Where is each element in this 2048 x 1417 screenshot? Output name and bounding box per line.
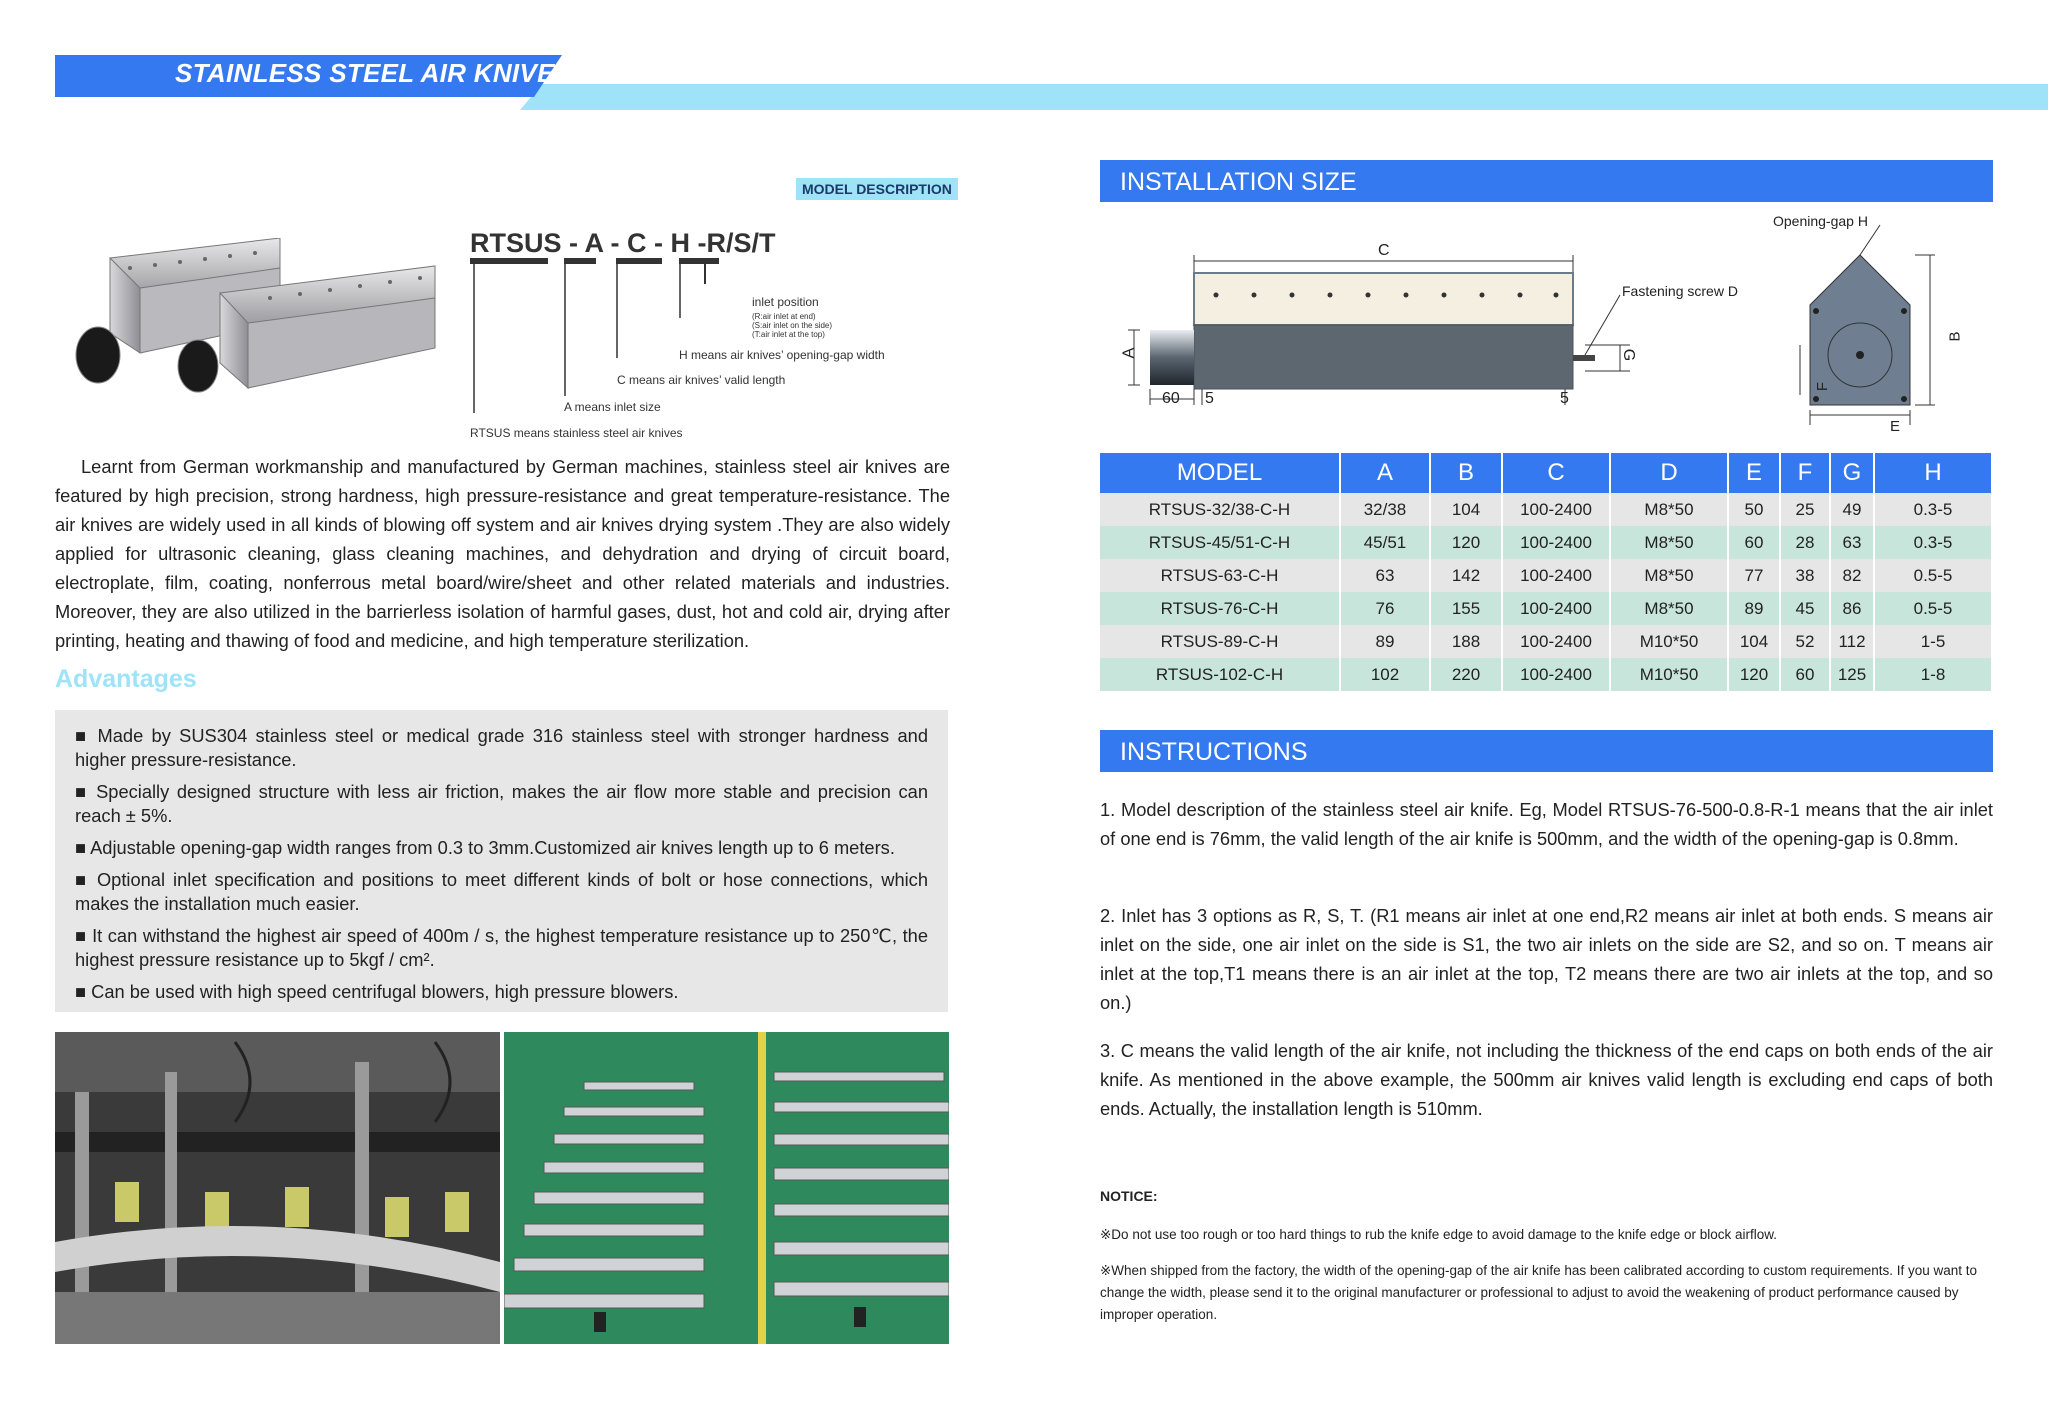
table-header-row xyxy=(1100,453,1992,493)
table-cell: 100-2400 xyxy=(1502,592,1610,625)
table-header-cell: H xyxy=(1874,453,1992,493)
opening-gap-label: Opening-gap H xyxy=(1773,213,1868,229)
table-cell: 45 xyxy=(1780,592,1830,625)
table-cell: 50 xyxy=(1728,493,1780,526)
table-cell: 100-2400 xyxy=(1502,559,1610,592)
table-cell: 0.3-5 xyxy=(1874,493,1992,526)
production-line-photo xyxy=(55,1032,500,1344)
table-cell: M10*50 xyxy=(1610,658,1728,691)
table-header-cell: C xyxy=(1502,453,1610,493)
table-row xyxy=(1100,526,1992,559)
installation-size-diagram xyxy=(1110,205,1998,445)
table-cell: RTSUS-89-C-H xyxy=(1100,625,1340,658)
table-cell: 102 xyxy=(1340,658,1430,691)
instructions-header: INSTRUCTIONS xyxy=(1100,730,1993,772)
table-cell: 120 xyxy=(1728,658,1780,691)
table-cell: 0.5-5 xyxy=(1874,592,1992,625)
table-header-cell: E xyxy=(1728,453,1780,493)
table-cell: 125 xyxy=(1830,658,1874,691)
fastening-screw-label: Fastening screw D xyxy=(1622,283,1738,299)
table-cell: RTSUS-76-C-H xyxy=(1100,592,1340,625)
table-cell: 60 xyxy=(1780,658,1830,691)
table-cell: 220 xyxy=(1430,658,1502,691)
table-cell: 60 xyxy=(1728,526,1780,559)
table-cell: 38 xyxy=(1780,559,1830,592)
air-knife-product-image xyxy=(70,238,445,398)
table-cell: 100-2400 xyxy=(1502,493,1610,526)
table-cell: 0.3-5 xyxy=(1874,526,1992,559)
table-cell: 52 xyxy=(1780,625,1830,658)
table-cell: RTSUS-102-C-H xyxy=(1100,658,1340,691)
dim-label-f: F xyxy=(1814,381,1832,392)
dim-label-g: G xyxy=(1620,348,1638,362)
table-row xyxy=(1100,658,1992,691)
table-cell: 49 xyxy=(1830,493,1874,526)
table-cell: 86 xyxy=(1830,592,1874,625)
annotation-inlet-r: (R:air inlet at end) xyxy=(752,312,816,321)
table-cell: RTSUS-45/51-C-H xyxy=(1100,526,1340,559)
dim-label-60: 60 xyxy=(1162,390,1180,407)
annotation-rtsus: RTSUS means stainless steel air knives xyxy=(470,426,683,440)
annotation-inlet-t: (T:air inlet at the top) xyxy=(752,330,825,339)
table-cell: 104 xyxy=(1430,493,1502,526)
table-cell: 1-5 xyxy=(1874,625,1992,658)
table-cell: 142 xyxy=(1430,559,1502,592)
air-knives-batch-photo xyxy=(504,1032,949,1344)
table-cell: 100-2400 xyxy=(1502,526,1610,559)
table-cell: 0.5-5 xyxy=(1874,559,1992,592)
table-header-cell: F xyxy=(1780,453,1830,493)
table-row xyxy=(1100,625,1992,658)
dim-label-5-right: 5 xyxy=(1560,390,1569,407)
table-cell: RTSUS-63-C-H xyxy=(1100,559,1340,592)
instruction-item: 1. Model description of the stainless steel air knife. Eg, Model RTSUS-76-500-0.8-R-1 means that the air inlet of one end is 76mm, the valid length of the air knife is 500mm, and the width of the opening-gap is 0.8mm. xyxy=(1100,799,1993,849)
dim-label-b: B xyxy=(1946,331,1964,342)
page-title: STAINLESS STEEL AIR KNIVES xyxy=(175,58,573,88)
table-cell: 100-2400 xyxy=(1502,658,1610,691)
table-cell: 32/38 xyxy=(1340,493,1430,526)
table-header-cell: A xyxy=(1340,453,1430,493)
annotation-c: C means air knives’ valid length xyxy=(617,373,786,387)
advantage-item: ■ Made by SUS304 stainless steel or medical grade 316 stainless steel with stronger hardness and higher pressure-resistance. xyxy=(75,725,928,770)
intro-paragraph: Learnt from German workmanship and manufactured by German machines, stainless steel air knives are featured by high precision, strong hardness, high pressure-resistance and great temperature-resistance. The air knives are widely used in all kinds of blowing off system and air knives drying system .They are also widely applied for ultrasonic cleaning, glass cleaning machines, and dehydration and drying of circuit board, electroplate, film, coating, nonferrous metal board/wire/sheet and other related materials and industries. Moreover, they are also utilized in the barrierless isolation of harmful gases, dust, hot and cold air, drying after printing, heating and thawing of food and medicine, and high temperature sterilization. xyxy=(55,456,950,651)
table-cell: 188 xyxy=(1430,625,1502,658)
table-cell: 120 xyxy=(1430,526,1502,559)
table-cell: M10*50 xyxy=(1610,625,1728,658)
advantage-item: ■ It can withstand the highest air speed of 400m / s, the highest temperature resistance up to 250℃, the highest pressure resistance up to 5kgf / cm². xyxy=(75,925,928,970)
advantages-title: Advantages xyxy=(55,665,197,693)
model-code-diagram-lines xyxy=(468,258,728,418)
table-row xyxy=(1100,592,1992,625)
table-row xyxy=(1100,493,1992,526)
advantage-item: ■ Adjustable opening-gap width ranges from 0.3 to 3mm.Customized air knives length up to 6 meters. xyxy=(75,837,895,858)
dim-label-c: C xyxy=(1378,242,1390,259)
table-cell: 89 xyxy=(1340,625,1430,658)
annotation-h: H means air knives’ opening-gap width xyxy=(679,348,885,362)
notice-item: ※Do not use too rough or too hard things to rub the knife edge to avoid damage to the knife edge or block airflow. xyxy=(1100,1227,1777,1242)
table-header-cell: MODEL xyxy=(1100,453,1340,493)
table-cell: 45/51 xyxy=(1340,526,1430,559)
advantage-item: ■ Specially designed structure with less air friction, makes the air flow more stable and precision can reach ± 5%. xyxy=(75,781,928,826)
table-cell: 28 xyxy=(1780,526,1830,559)
model-code: RTSUS - A - C - H -R/S/T xyxy=(470,228,776,258)
header-accent-bar xyxy=(520,84,2048,110)
table-cell: 155 xyxy=(1430,592,1502,625)
instruction-item: 3. C means the valid length of the air knife, not including the thickness of the end caps on both ends of the air knife. As mentioned in the above example, the 500mm air knives valid length is excluding end caps of both ends. Actually, the installation length is 510mm. xyxy=(1100,1040,1993,1119)
table-row xyxy=(1100,559,1992,592)
table-header-cell: B xyxy=(1430,453,1502,493)
annotation-a: A means inlet size xyxy=(564,400,661,414)
table-header-cell: G xyxy=(1830,453,1874,493)
advantage-item: ■ Optional inlet specification and positions to meet different kinds of bolt or hose connections, which makes the installation much easier. xyxy=(75,869,928,914)
table-cell: 104 xyxy=(1728,625,1780,658)
table-cell: 112 xyxy=(1830,625,1874,658)
notice-item: ※When shipped from the factory, the width of the opening-gap of the air knife has been calibrated according to custom requirements. If you want to change the width, please send it to the original manufacturer or professional to adjust to avoid the weakening of product performance caused by improper operation. xyxy=(1100,1263,1978,1322)
table-cell: M8*50 xyxy=(1610,592,1728,625)
annotation-inlet-position: inlet position xyxy=(752,295,819,309)
table-cell: 1-8 xyxy=(1874,658,1992,691)
table-cell: 76 xyxy=(1340,592,1430,625)
table-cell: 63 xyxy=(1340,559,1430,592)
table-cell: 89 xyxy=(1728,592,1780,625)
table-cell: 25 xyxy=(1780,493,1830,526)
dim-label-5-left: 5 xyxy=(1205,390,1214,407)
advantage-item: ■ Can be used with high speed centrifugal blowers, high pressure blowers. xyxy=(75,981,679,1002)
table-cell: M8*50 xyxy=(1610,559,1728,592)
dim-label-e: E xyxy=(1890,418,1901,435)
model-description-tag: MODEL DESCRIPTION xyxy=(796,178,958,200)
table-cell: M8*50 xyxy=(1610,526,1728,559)
notice-title: NOTICE: xyxy=(1100,1188,1158,1204)
annotation-inlet-s: (S:air inlet on the side) xyxy=(752,321,833,330)
table-header-cell: D xyxy=(1610,453,1728,493)
table-cell: 82 xyxy=(1830,559,1874,592)
table-cell: M8*50 xyxy=(1610,493,1728,526)
spec-table xyxy=(1100,453,1993,691)
table-cell: 100-2400 xyxy=(1502,625,1610,658)
table-cell: RTSUS-32/38-C-H xyxy=(1100,493,1340,526)
dim-label-a: A xyxy=(1120,347,1138,359)
advantages-box xyxy=(55,710,948,1012)
installation-size-header: INSTALLATION SIZE xyxy=(1100,160,1993,202)
table-cell: 63 xyxy=(1830,526,1874,559)
table-cell: 77 xyxy=(1728,559,1780,592)
instruction-item: 2. Inlet has 3 options as R, S, T. (R1 means air inlet at one end,R2 means air inlet at both ends. S means air inlet on the side, one air inlet on the side is S1, the two air inlets on the side are S2, and so on. T means air inlet at the top,T1 means there is an air inlet at the top, T2 means there are two air inlets at the top, and so on.) xyxy=(1100,905,1993,1013)
